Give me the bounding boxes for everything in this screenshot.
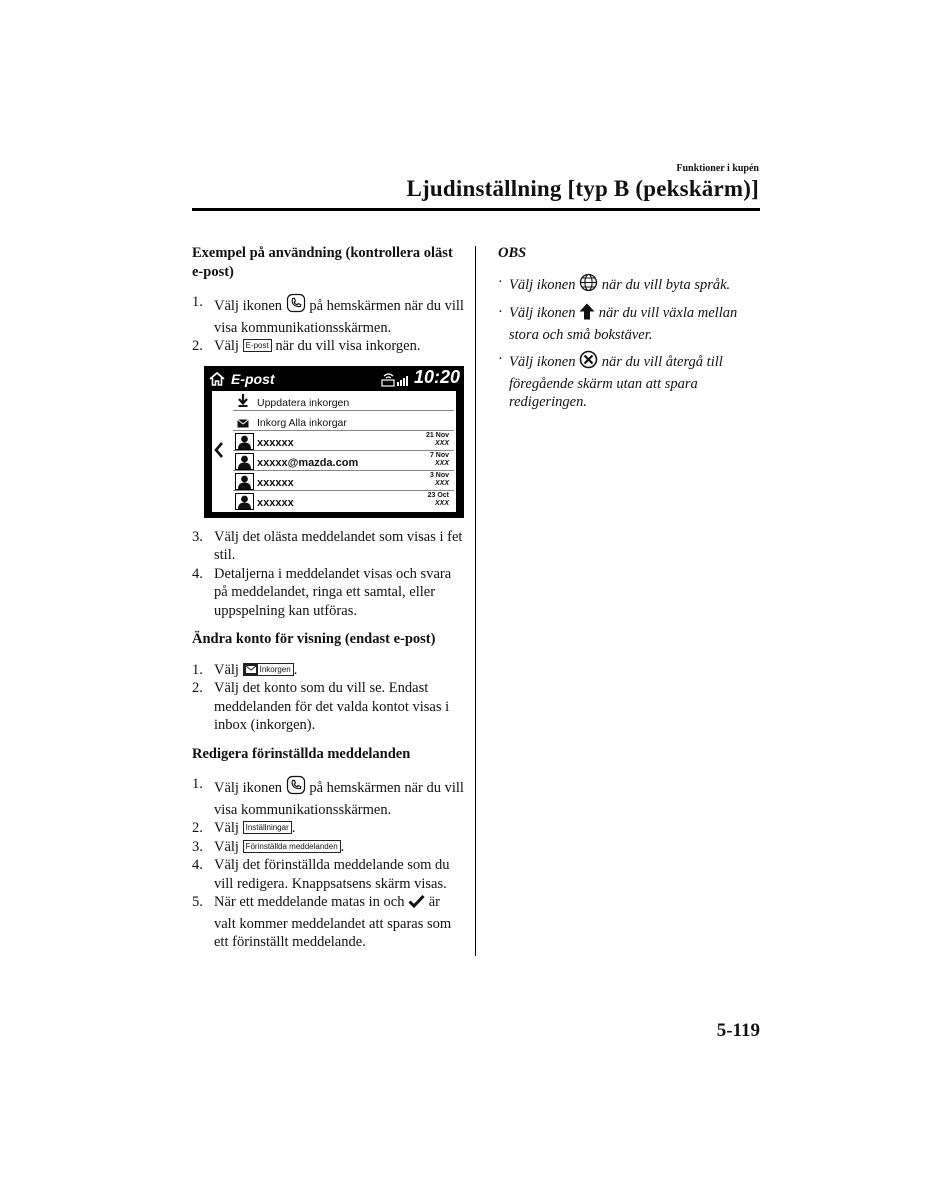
steps-change-account — [192, 661, 464, 735]
preset-messages-button[interactable]: Förinställda meddelanden — [243, 840, 341, 853]
step-text: Välj — [214, 661, 239, 678]
screen-scrollbar[interactable] — [456, 391, 459, 512]
step-item — [192, 565, 464, 621]
envelope-icon — [244, 664, 258, 675]
step-text: . — [293, 661, 298, 678]
signal-icon — [381, 371, 411, 393]
message-sub: XXX — [434, 479, 449, 487]
row-label: Inkorg Alla inkorgar — [257, 416, 347, 429]
step-text: . — [340, 838, 345, 855]
inbox-row[interactable] — [233, 411, 454, 431]
settings-button[interactable]: Inställningar — [243, 821, 292, 834]
message-date-text: 7 Nov — [429, 451, 449, 459]
message-sub: XXX — [434, 439, 449, 447]
message-from: xxxxxx — [257, 496, 294, 509]
steps-edit-presets — [192, 775, 464, 952]
message-from: xxxxxx — [257, 476, 294, 489]
email-screen — [204, 366, 464, 518]
step-item — [192, 775, 464, 819]
obs-heading: OBS — [498, 245, 527, 261]
left-column — [192, 244, 464, 962]
message-sub: XXX — [434, 459, 449, 467]
inbox-button[interactable] — [243, 663, 294, 676]
message-row[interactable] — [233, 471, 454, 491]
message-row[interactable] — [233, 451, 454, 471]
step-item — [192, 893, 464, 952]
note-text: när du vill återgå till föregående skärm utan att spara redigeringen. — [509, 354, 723, 410]
note-text: när du vill växla mellan stora och små bokstäver. — [509, 305, 738, 343]
step-text: på hemskärmen när du vill visa kommunikationsskärmen. — [214, 780, 464, 818]
screen-side-bar — [209, 391, 212, 512]
step-text: Detaljerna i meddelandet visas och svara på meddelandet, ringa ett samtal, eller uppspelning kan utföras. — [214, 565, 452, 619]
step-item — [192, 661, 464, 680]
step-text: när du vill visa inkorgen. — [275, 338, 421, 354]
step-item — [192, 293, 464, 337]
step-item — [192, 838, 464, 857]
heading-change-account: Ändra konto för visning (endast e-post) — [192, 631, 436, 647]
title-rule — [192, 208, 760, 211]
step-number: 2. — [192, 680, 203, 696]
note-item — [498, 273, 760, 298]
step-text: är valt kommer meddelandet att sparas som ett förinställt meddelande. — [214, 894, 452, 950]
step-number: 1. — [192, 776, 203, 792]
message-date-text: 3 Nov — [429, 471, 449, 479]
e-post-button[interactable]: E-post — [243, 339, 272, 352]
message-date-text: 21 Nov — [426, 431, 449, 439]
step-item — [192, 528, 464, 565]
message-date — [430, 472, 449, 488]
message-date — [430, 452, 449, 468]
contact-icon — [235, 473, 254, 490]
note-text: Välj ikonen — [509, 354, 576, 370]
message-date — [426, 432, 449, 448]
checkmark-icon — [408, 894, 425, 915]
step-text: Välj ikonen — [214, 298, 283, 314]
note-text: när du vill byta språk. — [601, 276, 731, 293]
column-divider — [475, 246, 476, 956]
step-number: 4. — [192, 857, 203, 873]
refresh-inbox-row[interactable] — [233, 391, 454, 411]
phone-icon — [286, 293, 306, 319]
step-item — [192, 679, 464, 735]
step-item — [192, 856, 464, 893]
steps-example — [192, 293, 464, 356]
step-text: Välj det olästa meddelandet som visas i fet stil. — [214, 528, 463, 563]
note-text: Välj ikonen — [509, 276, 576, 293]
step-text: på hemskärmen när du vill visa kommunikationsskärmen. — [214, 298, 464, 336]
globe-icon — [579, 273, 598, 298]
contact-icon — [235, 453, 254, 470]
row-label: Uppdatera inkorgen — [257, 396, 350, 409]
message-date-text: 23 Oct — [427, 491, 449, 499]
message-from: xxxxxx — [257, 436, 294, 449]
steps-example-cont — [192, 528, 464, 621]
step-text: Välj det konto som du vill se. Endast meddelanden för det valda kontot visas i inbox (inkorgen). — [214, 680, 450, 733]
step-text: Välj ikonen — [214, 780, 283, 796]
page-number: 5-119 — [716, 1020, 760, 1041]
back-chevron-icon[interactable] — [213, 441, 225, 465]
bullet-dot: · — [498, 304, 503, 320]
shift-arrow-icon — [579, 303, 595, 326]
step-text: Välj — [214, 820, 239, 836]
step-number: 1. — [192, 661, 203, 678]
step-number: 5. — [192, 894, 203, 910]
message-from: xxxxx@mazda.com — [257, 456, 359, 469]
screen-time: 10:20 — [414, 366, 461, 387]
step-text: Välj det förinställda meddelande som du vill redigera. Knappsatsens skärm visas. — [214, 857, 450, 892]
step-item — [192, 819, 464, 838]
heading-example: Exempel på användning (kontrollera oläst e-post) — [192, 245, 453, 280]
heading-edit-presets: Redigera förinställda meddelanden — [192, 745, 411, 762]
step-text: . — [291, 820, 296, 836]
home-icon[interactable] — [209, 372, 225, 392]
step-item — [192, 337, 464, 356]
step-number: 3. — [192, 528, 203, 545]
screen-header — [205, 367, 463, 391]
screen-title: E-post — [231, 370, 275, 387]
step-text: Välj — [214, 838, 239, 855]
message-row[interactable] — [233, 491, 454, 510]
note-text: Välj ikonen — [509, 305, 576, 321]
step-number: 2. — [192, 338, 203, 354]
contact-icon — [235, 493, 254, 510]
step-number: 1. — [192, 294, 203, 310]
message-date — [428, 492, 449, 508]
inbox-button-label: Inkorgen — [259, 664, 291, 674]
step-number: 2. — [192, 820, 203, 836]
step-text: När ett meddelande matas in och — [214, 894, 405, 910]
cancel-x-icon — [579, 350, 598, 375]
message-row[interactable] — [233, 431, 454, 451]
screen-body — [209, 391, 459, 512]
contact-icon — [235, 433, 254, 450]
page-title: Ljudinställning [typ B (pekskärm)] — [406, 176, 759, 201]
message-sub: XXX — [434, 499, 449, 507]
step-number: 4. — [192, 565, 203, 582]
phone-icon — [286, 775, 306, 801]
right-column — [498, 244, 760, 418]
bullet-dot: · — [498, 351, 503, 367]
bullet-dot: · — [498, 273, 503, 290]
note-item — [498, 303, 760, 344]
step-text: Välj — [214, 338, 239, 354]
section-label: Funktioner i kupén — [676, 163, 759, 174]
note-item — [498, 350, 760, 412]
step-number: 3. — [192, 838, 203, 855]
